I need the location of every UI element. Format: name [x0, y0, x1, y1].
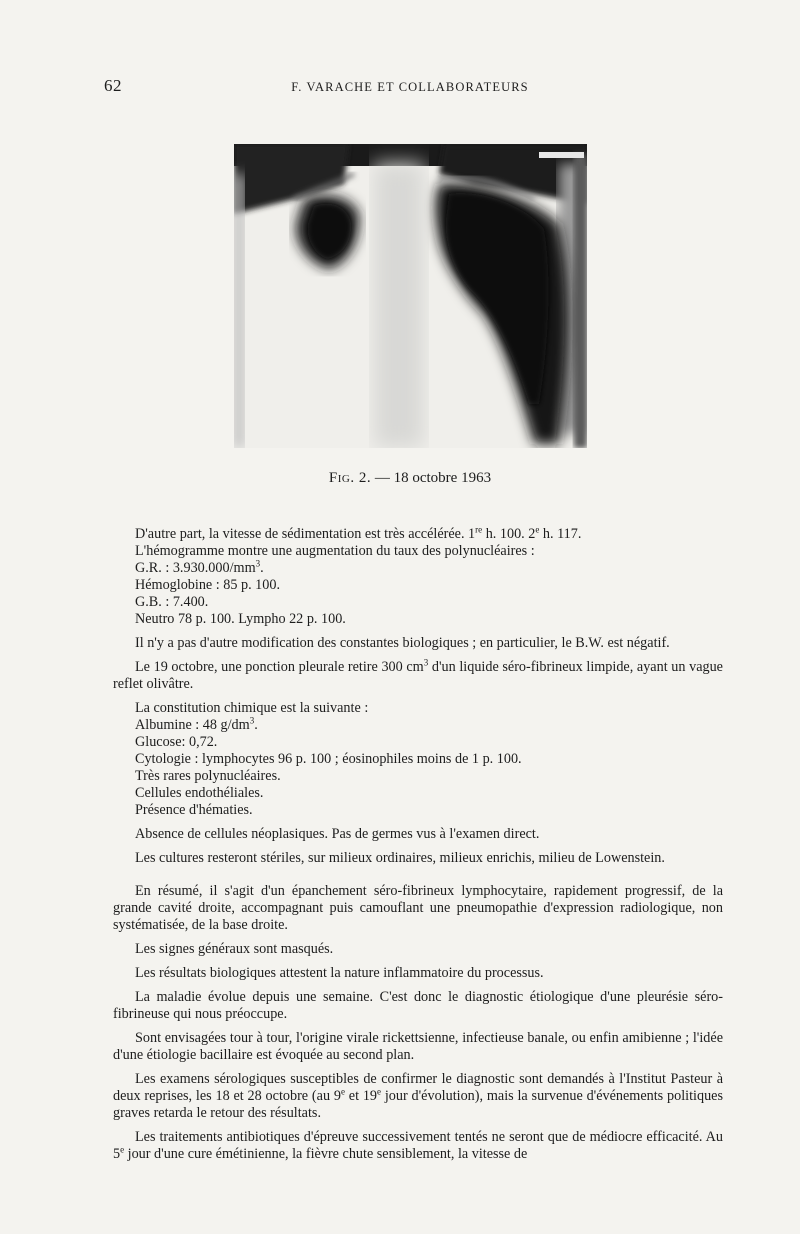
superscript: e: [377, 1086, 382, 1097]
chest-xray-image: [234, 144, 587, 448]
superscript: 3: [255, 558, 261, 569]
paragraph-sedimentation: [113, 526, 723, 543]
paragraph-absence: Absence de cellules néoplasiques. Pas de germes vus à l'examen direct.: [135, 826, 540, 842]
chest-xray-figure: [234, 144, 587, 448]
line-hematies: Présence d'hématies.: [135, 802, 253, 818]
text-run: Le 19 octobre, une ponction pleurale retire 300 cm: [135, 659, 424, 675]
line-polynucleaires: Très rares polynucléaires.: [135, 768, 281, 784]
paragraph-bw: Il n'y a pas d'autre modification des constantes biologiques ; en particulier, le B.W. est négatif.: [135, 635, 670, 651]
paragraph-ponction: [113, 659, 723, 693]
text-run: .: [260, 560, 264, 576]
text-run: jour d'une cure émétinienne, la fièvre chute sensiblement, la vitesse de: [124, 1146, 528, 1162]
text-run: h. 100. 2: [482, 526, 536, 542]
superscript: e: [120, 1144, 125, 1155]
superscript: e: [535, 524, 540, 535]
text-run: Albumine : 48 g/dm: [135, 717, 250, 733]
line-hemoglobine: Hémoglobine : 85 p. 100.: [135, 577, 281, 593]
superscript: 3: [423, 657, 429, 668]
figure-caption-text: — 18 octobre 1963: [374, 470, 492, 486]
line-albumine: [113, 717, 723, 734]
superscript: 3: [249, 715, 255, 726]
superscript: e: [340, 1086, 345, 1097]
paragraph-resultats: Les résultats biologiques attestent la nature inflammatoire du processus.: [135, 965, 544, 981]
paragraph-origine: Sont envisagées tour à tour, l'origine virale rickettsienne, infectieuse banale, ou enfin amibienne ; l'idée d'une étiologie bacillaire est évoquée au second plan.: [113, 1030, 723, 1063]
text-run: h. 117.: [539, 526, 582, 542]
paragraph-signes: Les signes généraux sont masqués.: [135, 941, 334, 957]
figure-caption: [0, 470, 800, 487]
line-gb: G.B. : 7.400.: [135, 594, 209, 610]
paragraph-resume: En résumé, il s'agit d'un épanchement séro-fibrineux lymphocytaire, rapidement progressif, de la grande cavité droite, accompagnant puis camouflant une pneumopathie d'expression radiologique, non systématisée, de la base droite.: [113, 883, 723, 933]
article-body: [113, 526, 723, 1163]
paragraph-traitements: [113, 1129, 723, 1163]
running-head: F. VARACHE ET COLLABORATEURS: [291, 80, 529, 94]
text-run: et 19: [344, 1088, 378, 1104]
text-run: Les traitements antibiotiques d'épreuve successivement tentés ne seront que de médiocre efficacité. Au 5: [113, 1129, 723, 1162]
text-run: G.R. : 3.930.000/mm: [135, 560, 256, 576]
text-run: jour d'évolution), mais la survenue d'événements politiques graves retarda le retour des résultats.: [113, 1088, 723, 1121]
text-run: D'autre part, la vitesse de sédimentation est très accélérée. 1: [135, 526, 476, 542]
text-run: .: [254, 717, 258, 733]
line-cytologie: Cytologie : lymphocytes 96 p. 100 ; éosinophiles moins de 1 p. 100.: [135, 751, 522, 767]
text-run: Les examens sérologiques susceptibles de confirmer le diagnostic sont demandés à l'Institut Pasteur à deux reprises, les 18 et 28 octobre (au 9: [113, 1071, 723, 1104]
superscript: re: [475, 524, 483, 535]
line-gr: [113, 560, 723, 577]
line-glucose: Glucose: 0,72.: [135, 734, 218, 750]
paragraph-serologie: [113, 1071, 723, 1122]
figure-label: Fig. 2.: [328, 470, 372, 486]
paragraph-cultures: Les cultures resteront stériles, sur milieux ordinaires, milieux enrichis, milieu de Lowenstein.: [135, 850, 665, 866]
paragraph-maladie: La maladie évolue depuis une semaine. C'est donc le diagnostic étiologique d'une pleurésie séro-fibrineuse qui nous préoccupe.: [113, 989, 723, 1022]
page-number: 62: [104, 76, 122, 95]
line-cellules: Cellules endothéliales.: [135, 785, 264, 801]
paragraph-hemogramme: L'hémogramme montre une augmentation du taux des polynucléaires :: [135, 543, 535, 559]
text-run: d'un liquide séro-fibrineux limpide, ayant un vague reflet olivâtre.: [113, 659, 723, 692]
paragraph-constitution: La constitution chimique est la suivante :: [135, 700, 369, 716]
line-neutro: Neutro 78 p. 100. Lympho 22 p. 100.: [135, 611, 346, 627]
